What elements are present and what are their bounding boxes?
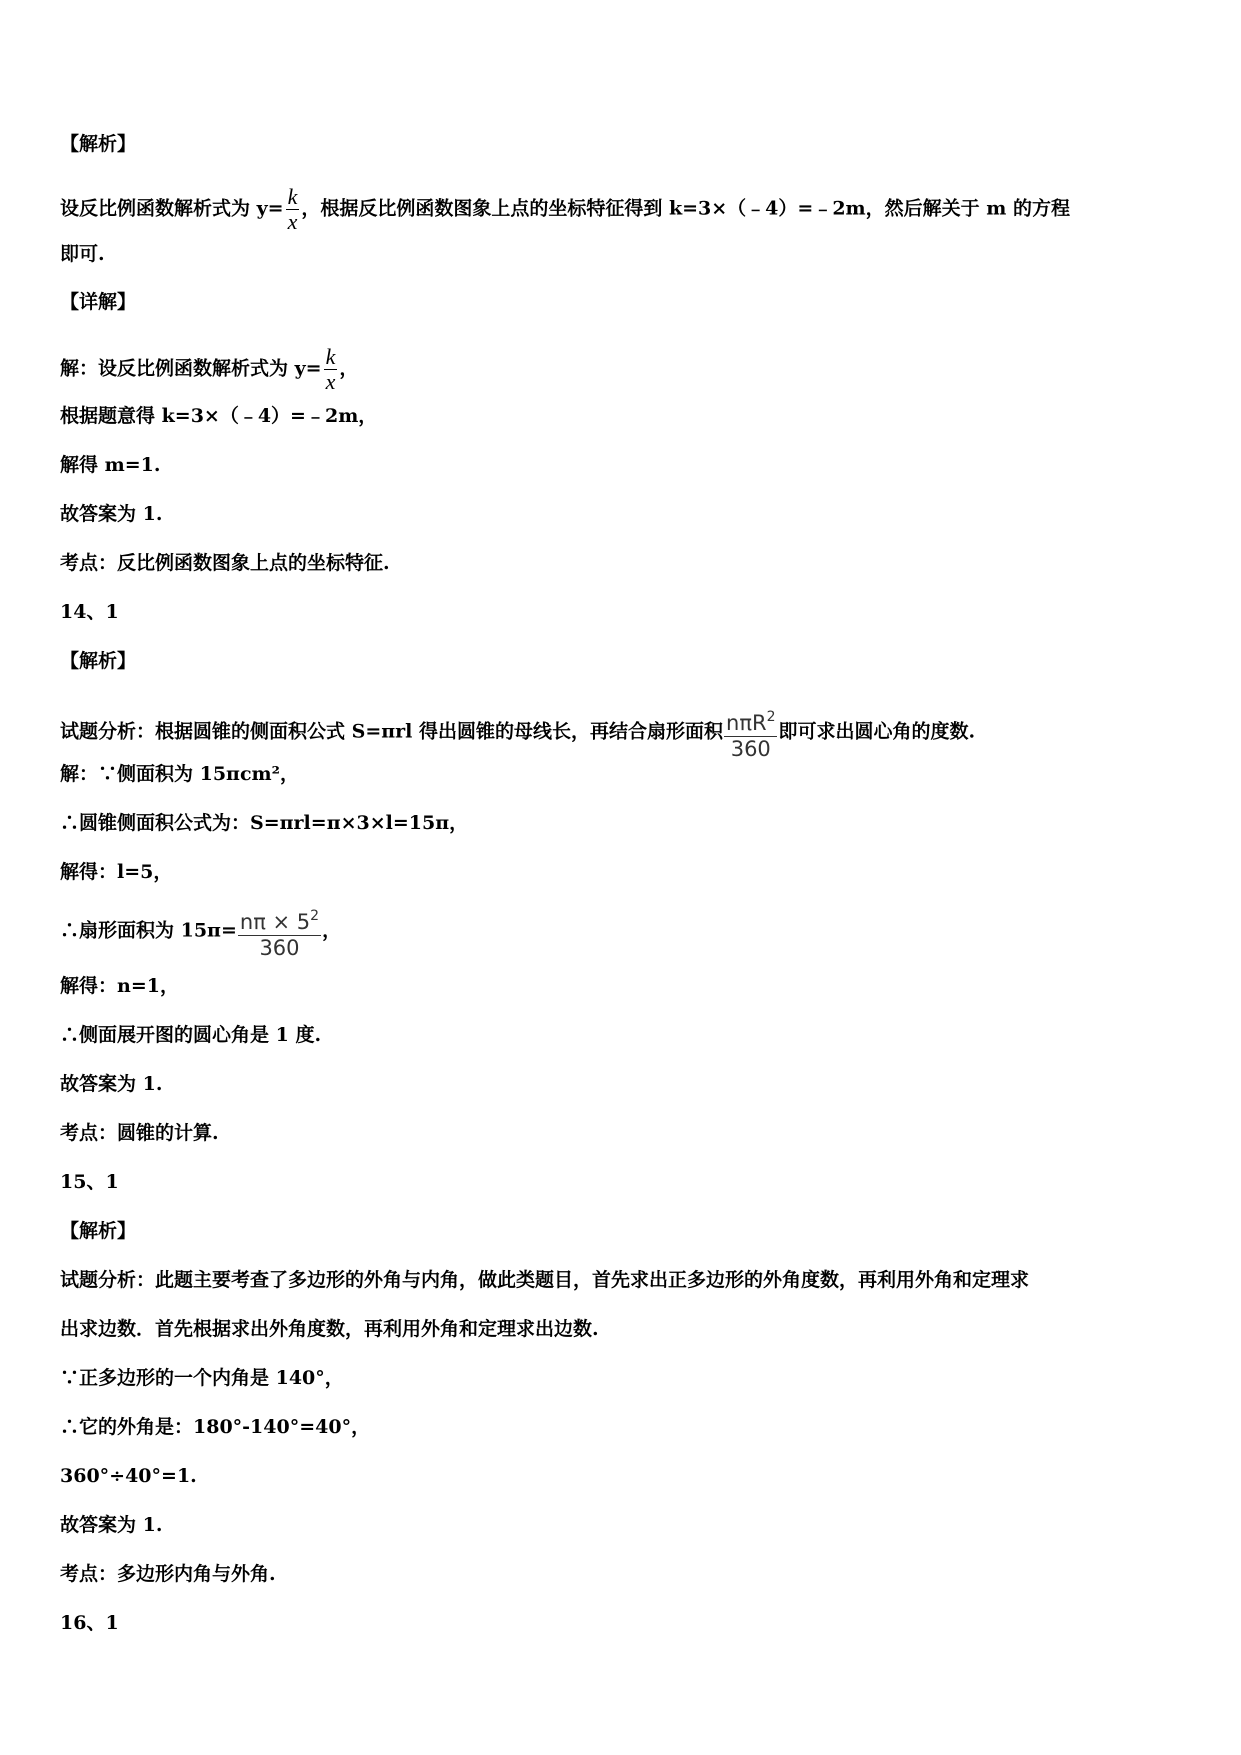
text-segment: ，根据反比例函数图象上点的坐标特征得到 k=3×（﹣4）=﹣2m，然后解关于 m 的方程	[301, 197, 1070, 220]
fraction-denominator: x	[287, 209, 298, 234]
sector-area-formula	[238, 903, 321, 960]
text-segment: ，	[339, 357, 359, 380]
answer-line: 故答案为 1.	[60, 1514, 163, 1536]
analysis-heading: 【解析】	[60, 650, 137, 672]
analysis-text	[60, 704, 975, 761]
analysis-heading: 【解析】	[60, 1220, 137, 1242]
question-heading: 14、1	[60, 601, 119, 623]
kaodian-line: 考点：反比例函数图象上点的坐标特征.	[60, 552, 390, 574]
answer-line: 故答案为 1.	[60, 1073, 163, 1095]
solution-line: 解得：n=1，	[60, 975, 179, 997]
fraction-k-over-x	[324, 345, 338, 394]
solution-line: ∵正多边形的一个内角是 140°，	[60, 1367, 344, 1389]
solution-line: 解：∵侧面积为 15πcm²，	[60, 763, 299, 785]
sector-area-formula	[724, 704, 777, 761]
solution-line: ∴圆锥侧面积公式为：S=πrl=π×3×l=15π，	[60, 812, 469, 834]
question-heading: 16、1	[60, 1612, 119, 1634]
fraction-numerator: nπR$^2$	[726, 709, 776, 735]
solution-line: ∴它的外角是：180°-140°=40°，	[60, 1416, 371, 1438]
text-segment: 即可求出圆心角的度数.	[778, 720, 976, 743]
solution-line: 解得 m=1.	[60, 454, 161, 476]
text-segment: 试题分析：根据圆锥的侧面积公式 S=πrl 得出圆锥的母线长，再结合扇形面积	[60, 720, 724, 743]
text-segment: 设反比例函数解析式为 y=	[60, 197, 284, 220]
analysis-heading: 【解析】	[60, 133, 137, 155]
analysis-continuation: 即可.	[60, 243, 105, 265]
text-segment: 解：设反比例函数解析式为 y=	[60, 357, 322, 380]
answer-line: 故答案为 1.	[60, 503, 163, 525]
fraction-numerator: k	[325, 344, 336, 369]
analysis-text	[60, 185, 1070, 234]
analysis-continuation: 出求边数．首先根据求出外角度数，再利用外角和定理求出边数.	[60, 1318, 599, 1340]
fraction-denominator: 360	[238, 935, 321, 960]
solution-line: ∴侧面展开图的圆心角是 1 度.	[60, 1024, 322, 1046]
detail-heading: 【详解】	[60, 291, 137, 313]
fraction-denominator: x	[325, 369, 336, 394]
kaodian-line: 考点：多边形内角与外角.	[60, 1563, 276, 1585]
solution-line	[60, 345, 358, 394]
analysis-text: 试题分析：此题主要考查了多边形的外角与内角，做此类题目，首先求出正多边形的外角度数，再利用外角和定理求	[60, 1269, 1030, 1291]
text-segment: ∴扇形面积为 15π=	[60, 919, 237, 942]
text-segment: ，	[322, 919, 342, 942]
solution-line	[60, 903, 341, 960]
question-heading: 15、1	[60, 1171, 119, 1193]
kaodian-line: 考点：圆锥的计算.	[60, 1122, 219, 1144]
solution-line: 解得：l=5，	[60, 861, 173, 883]
fraction-denominator: 360	[724, 736, 777, 761]
solution-line: 根据题意得 k=3×（﹣4）=﹣2m，	[60, 405, 378, 427]
solution-line: 360°÷40°=1.	[60, 1465, 197, 1487]
fraction-k-over-x	[286, 185, 300, 234]
fraction-numerator: k	[287, 184, 298, 209]
fraction-numerator: $n\pi \times 5^2$	[239, 908, 320, 934]
